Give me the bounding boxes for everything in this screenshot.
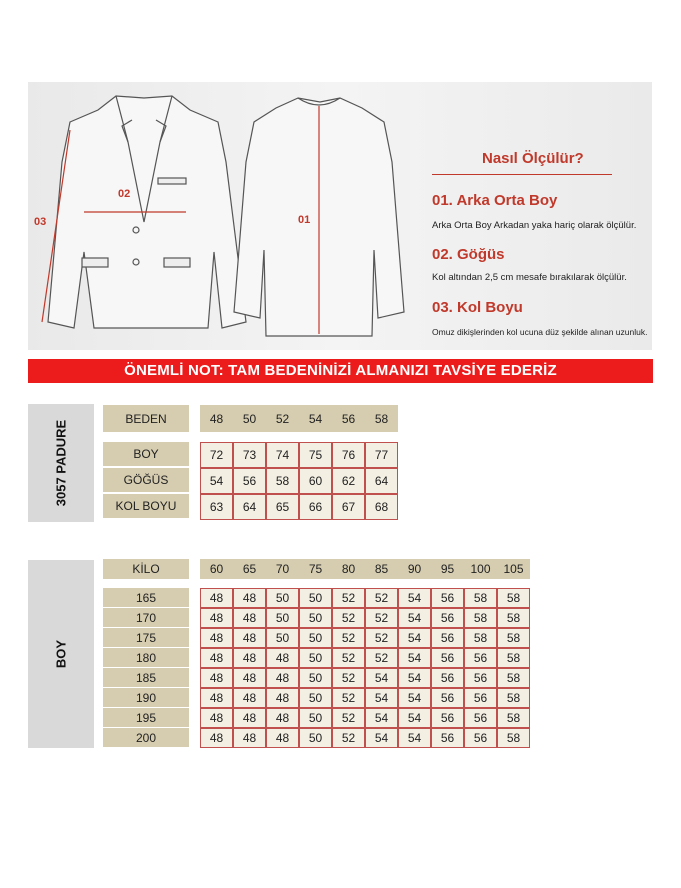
value-cell: 58 <box>266 468 299 494</box>
value-cell: 56 <box>233 468 266 494</box>
weight-header-cell: 90 <box>398 559 431 579</box>
measurement-title-3: 03. Kol Boyu <box>432 299 523 316</box>
size-cell: 48 <box>200 708 233 728</box>
weight-header-cell: 70 <box>266 559 299 579</box>
size-cell: 52 <box>365 628 398 648</box>
measurement-desc-1: Arka Orta Boy Arkadan yaka hariç olarak ölçülür. <box>432 220 637 231</box>
size-cell: 58 <box>497 588 530 608</box>
size-cell: 54 <box>365 728 398 748</box>
size-header-cell: 50 <box>233 405 266 432</box>
size-cell: 48 <box>266 728 299 748</box>
size-cell: 48 <box>233 688 266 708</box>
size-cell: 52 <box>332 608 365 628</box>
size-cell: 48 <box>200 628 233 648</box>
size-cell: 48 <box>233 628 266 648</box>
size-cell: 48 <box>266 688 299 708</box>
chest-marker: 02 <box>118 188 131 200</box>
sleeve-marker: 03 <box>34 216 47 228</box>
size-cell: 52 <box>332 728 365 748</box>
weight-header-cell: 60 <box>200 559 233 579</box>
size-cell: 50 <box>299 728 332 748</box>
size-cell: 50 <box>266 608 299 628</box>
size-cell: 50 <box>299 708 332 728</box>
size-cell: 52 <box>332 648 365 668</box>
important-note-banner: ÖNEMLİ NOT: TAM BEDENİNİZİ ALMANIZI TAVSİYE EDERİZ <box>28 359 653 383</box>
value-cell: 73 <box>233 442 266 468</box>
value-cell: 65 <box>266 494 299 520</box>
size-header-cell: 48 <box>200 405 233 432</box>
size-cell: 52 <box>365 648 398 668</box>
height-row-label: 190 <box>103 688 189 707</box>
size-cell: 48 <box>200 588 233 608</box>
size-cell: 56 <box>464 668 497 688</box>
size-cell: 56 <box>464 728 497 748</box>
value-cell: 54 <box>200 468 233 494</box>
value-cell: 75 <box>299 442 332 468</box>
value-cell: 68 <box>365 494 398 520</box>
size-cell: 54 <box>398 628 431 648</box>
size-cell: 58 <box>497 728 530 748</box>
size-cell: 48 <box>200 688 233 708</box>
size-cell: 50 <box>299 668 332 688</box>
size-cell: 48 <box>200 608 233 628</box>
size-cell: 56 <box>431 608 464 628</box>
measurement-desc-2: Kol altından 2,5 cm mesafe bırakılarak ölçülür. <box>432 272 627 283</box>
size-cell: 48 <box>233 668 266 688</box>
height-row-label: 165 <box>103 588 189 607</box>
size-cell: 56 <box>431 688 464 708</box>
size-cell: 58 <box>497 628 530 648</box>
row-label: GÖĞÜS <box>103 468 189 492</box>
size-cell: 50 <box>266 588 299 608</box>
height-row-label: 180 <box>103 648 189 667</box>
weight-header-cell: 65 <box>233 559 266 579</box>
size-cell: 58 <box>464 608 497 628</box>
size-cell: 52 <box>332 688 365 708</box>
weight-header-cell: 85 <box>365 559 398 579</box>
measurement-title-1: 01. Arka Orta Boy <box>432 192 558 209</box>
size-cell: 48 <box>266 648 299 668</box>
size-cell: 50 <box>299 628 332 648</box>
size-cell: 54 <box>398 608 431 628</box>
weight-header-label: KİLO <box>103 559 189 579</box>
row-label: BOY <box>103 442 189 466</box>
size-cell: 58 <box>497 648 530 668</box>
size-cell: 50 <box>299 608 332 628</box>
size-cell: 58 <box>497 608 530 628</box>
value-cell: 60 <box>299 468 332 494</box>
size-cell: 52 <box>365 588 398 608</box>
size-cell: 52 <box>332 668 365 688</box>
size-cell: 50 <box>299 648 332 668</box>
size-cell: 50 <box>299 588 332 608</box>
value-cell: 66 <box>299 494 332 520</box>
size-cell: 56 <box>464 688 497 708</box>
size-cell: 54 <box>398 648 431 668</box>
size-cell: 54 <box>398 688 431 708</box>
size-cell: 48 <box>233 588 266 608</box>
size-header-cell: 58 <box>365 405 398 432</box>
size-cell: 56 <box>431 728 464 748</box>
size-cell: 48 <box>233 728 266 748</box>
size-cell: 56 <box>431 708 464 728</box>
measurement-guide <box>28 82 652 350</box>
size-cell: 52 <box>332 628 365 648</box>
size-cell: 54 <box>365 708 398 728</box>
weight-header-cell: 75 <box>299 559 332 579</box>
size-cell: 56 <box>431 628 464 648</box>
weight-header-cell: 95 <box>431 559 464 579</box>
size-cell: 52 <box>332 588 365 608</box>
value-cell: 74 <box>266 442 299 468</box>
weight-header-cell: 80 <box>332 559 365 579</box>
size-cell: 58 <box>464 588 497 608</box>
value-cell: 64 <box>365 468 398 494</box>
size-cell: 58 <box>497 668 530 688</box>
value-cell: 63 <box>200 494 233 520</box>
size-header-cell: 56 <box>332 405 365 432</box>
size-cell: 54 <box>398 708 431 728</box>
size-cell: 56 <box>464 708 497 728</box>
size-cell: 48 <box>266 708 299 728</box>
size-header-cell: 54 <box>299 405 332 432</box>
divider <box>432 174 612 175</box>
size-cell: 48 <box>200 728 233 748</box>
size-header-cell: 52 <box>266 405 299 432</box>
size-cell: 48 <box>233 708 266 728</box>
height-row-label: 175 <box>103 628 189 647</box>
value-cell: 77 <box>365 442 398 468</box>
size-cell: 48 <box>200 668 233 688</box>
value-cell: 76 <box>332 442 365 468</box>
size-cell: 52 <box>365 608 398 628</box>
size-cell: 58 <box>497 708 530 728</box>
size-cell: 56 <box>431 648 464 668</box>
back-length-marker: 01 <box>298 214 311 226</box>
height-row-label: 185 <box>103 668 189 687</box>
value-cell: 72 <box>200 442 233 468</box>
size-cell: 48 <box>266 668 299 688</box>
size-cell: 50 <box>299 688 332 708</box>
size-cell: 48 <box>233 608 266 628</box>
how-to-measure-title: Nasıl Ölçülür? <box>482 150 584 167</box>
weight-header-cell: 100 <box>464 559 497 579</box>
size-header-label: BEDEN <box>103 405 189 432</box>
row-label: KOL BOYU <box>103 494 189 518</box>
jacket-illustration <box>28 82 428 350</box>
size-cell: 48 <box>200 648 233 668</box>
value-cell: 67 <box>332 494 365 520</box>
size-cell: 58 <box>464 628 497 648</box>
size-cell: 54 <box>398 668 431 688</box>
size-cell: 54 <box>398 588 431 608</box>
measurement-desc-3: Omuz dikişlerinden kol ucuna düz şekilde alınan uzunluk. <box>432 327 648 337</box>
height-row-label: 200 <box>103 728 189 747</box>
height-row-label: 195 <box>103 708 189 727</box>
weight-header-cell: 105 <box>497 559 530 579</box>
height-row-label: 170 <box>103 608 189 627</box>
size-cell: 56 <box>464 648 497 668</box>
height-axis-label: BOY <box>28 560 94 748</box>
size-cell: 58 <box>497 688 530 708</box>
size-cell: 56 <box>431 588 464 608</box>
size-cell: 52 <box>332 708 365 728</box>
size-cell: 54 <box>365 668 398 688</box>
size-cell: 54 <box>365 688 398 708</box>
value-cell: 62 <box>332 468 365 494</box>
size-cell: 48 <box>233 648 266 668</box>
measurement-title-2: 02. Göğüs <box>432 246 505 263</box>
product-code-label: 3057 PADURE <box>28 404 94 522</box>
size-cell: 50 <box>266 628 299 648</box>
size-cell: 54 <box>398 728 431 748</box>
value-cell: 64 <box>233 494 266 520</box>
size-cell: 56 <box>431 668 464 688</box>
